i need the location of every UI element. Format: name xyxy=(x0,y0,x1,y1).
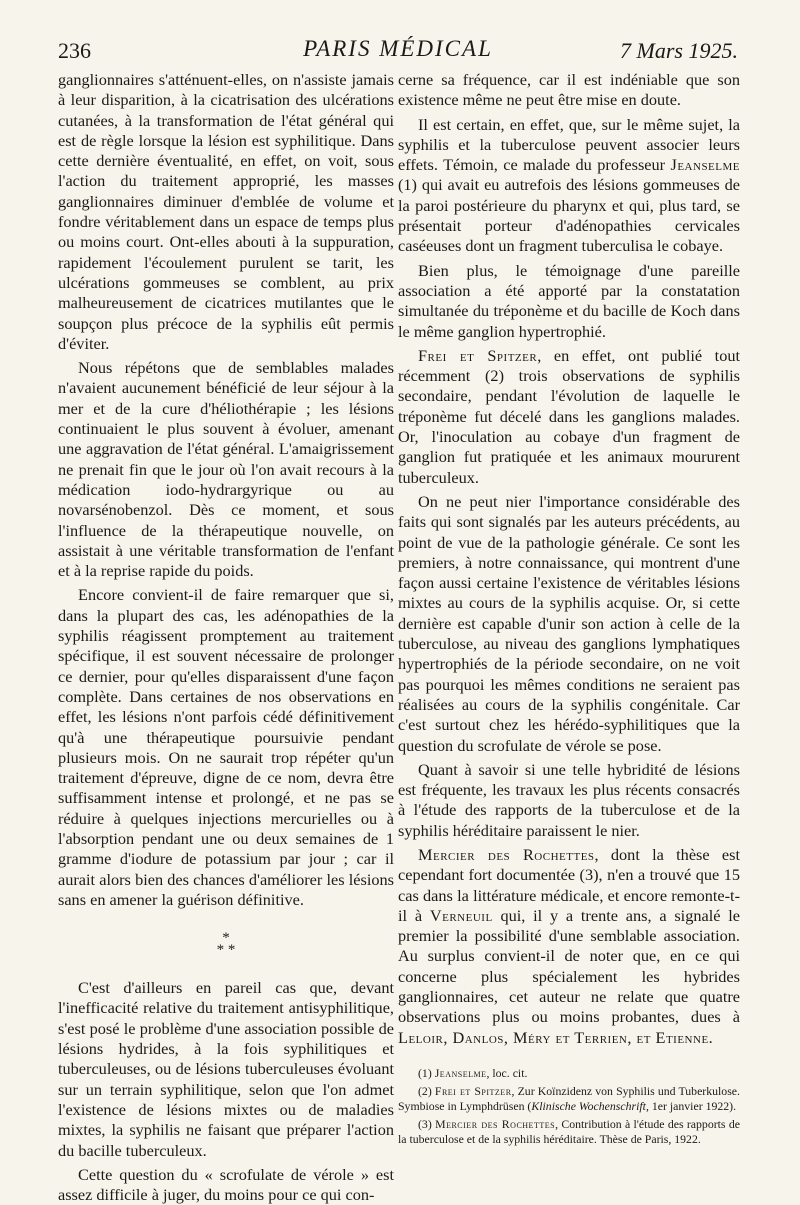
paragraph xyxy=(398,845,740,1048)
footnote-text: , Contribution à l'étude des rapports de la tuberculose et de la syphilis héréditaire. Thèse de Paris, 1922. xyxy=(398,1117,740,1146)
author-names: Leloir, Danlos, Méry et Terrien, et Etienne. xyxy=(398,1027,714,1047)
footnote xyxy=(398,1066,740,1081)
footnote-number: (1) xyxy=(418,1065,435,1080)
footnote-number: (2) xyxy=(418,1084,435,1099)
author-name: Mercier des Rochettes xyxy=(418,844,595,864)
footnote-text: , Zur Koïnzidenz von Syphilis und Tuberkulose. Symbiose in Lymphdrüsen ( xyxy=(398,1084,740,1113)
text-run: qui, il y a trente ans, a signalé le premier la possibilité d'une semblable association. Au surplus convient-il de noter que, en ce qui concerne plus spécialement les hybrides ganglionnaires, cet auteur ne relate que quatre observations plus ou moins probantes, dues à xyxy=(398,905,740,1027)
issue-date: 7 Mars 1925. xyxy=(620,38,738,63)
text-run: , en effet, ont publié tout récemment (2) trois observations de syphilis secondaire, pendant l'évolution de laquelle le tréponème fut décelé dans les ganglions malades. Or, l'inoculation au cobaye d'un fragment de ganglion fut pratiquée et les animaux moururent tuberculeux. xyxy=(398,345,740,487)
footnote xyxy=(398,1084,740,1113)
paragraph xyxy=(398,115,740,257)
footnote-author: Mercier des Rochettes xyxy=(435,1117,556,1132)
footnote-author: Jeanselme xyxy=(434,1065,487,1080)
author-name: Verneuil xyxy=(429,905,493,925)
paragraph: Encore convient-il de faire remarquer que si, dans la plupart des cas, les adénopathies de la syphilis réagissent promptement au traitement spécifique, il est souvent nécessaire de prolonger ce dernier, pour qu'elles disparaissent d'une façon complète. Dans certaines de nos observations en effet, les lésions n'ont parfois cédé définitivement qu'à une thérapeutique poursuivie pendant plusieurs mois. On ne saurait trop répéter qu'un traitement d'épreuve, digne de ce nom, devra être suffisamment intense et prolongé, et ne pas se réduire à quelques injections mercurielles ou à l'absorption pendant une ou deux semaines de 1 gramme d'iodure de potassium par jour ; car il aurait alors bien des chances d'améliorer les lésions sans en amener la guérison définitive. xyxy=(58,585,394,909)
paragraph: On ne peut nier l'importance considérable des faits qui sont signalés par les auteurs précédents, au point de vue de la pathologie générale. Ce sont les premiers, à notre connaissance, qui montrent d'une façon aussi certaine l'existence de véritables lésions mixtes au cours de la syphilis acquise. Or, si cette dernière est capable d'unir son action à celle de la tuberculose, au niveau des ganglions lymphatiques hypertrophiés de la période secondaire, on ne voit pas pourquoi les mêmes conditions ne seraient pas réalisées au cours de la syphilis congénitale. Car c'est surtout chez les hérédo-syphilitiques que la question du scrofulate de vérole se pose. xyxy=(398,491,740,755)
paragraph: cerne sa fréquence, car il est indéniable que son existence même ne peut être mise en doute. xyxy=(398,70,740,110)
asterism-top: * xyxy=(222,930,230,947)
footnote-text: , 1er janvier 1922). xyxy=(645,1098,737,1113)
paragraph xyxy=(398,346,740,488)
text-run: Il est certain, en effet, que, sur le même sujet, la syphilis et la tuberculose peuvent associer leurs effets. Témoin, ce malade du professeur xyxy=(398,114,740,175)
paragraph: Cette question du « scrofulate de vérole » est assez difficile à juger, du moins pour ce qui con- xyxy=(58,1164,394,1205)
asterism-bottom: * * xyxy=(216,942,236,959)
paragraph: ganglionnaires s'atténuent-elles, on n'assiste jamais à leur disparition, à la cicatrisation des ulcérations cutanées, à la transformation de l'état général qui est de règle lorsque la lésion est syphilitique. Dans cette dernière éventualité, en effet, on voit, sous l'action du traitement approprié, les masses ganglionnaires diminuer d'emblée de volume et fondre véritablement dans un espace de temps plus ou moins court. Ont-elles abouti à la suppuration, rapidement l'écoulement purulent se tarit, les ulcérations gommeuses se comblent, au prix malheureusement de cicatrices mutilantes que le soupçon plus précoce de la syphilis eût permis d'éviter. xyxy=(58,70,394,353)
paragraph: C'est d'ailleurs en pareil cas que, devant l'inefficacité relative du traitement antisyphilitique, s'est posé le problème d'une association possible de lésions hydrides, à la fois syphilitiques et tuberculeuses, ou de lésions tuberculeuses évoluant sur un terrain syphilitique, selon que l'on admet l'existence de lésions mixtes ou de maladies mixtes, la syphilis ne faisant que préparer l'action du bacille tuberculeux. xyxy=(58,978,394,1160)
footnote-number: (3) xyxy=(418,1117,436,1132)
footnotes xyxy=(398,1066,740,1147)
footnote-journal: Klinische Wochenschrift xyxy=(531,1098,646,1113)
footnote xyxy=(398,1117,740,1146)
left-column xyxy=(58,70,394,1205)
author-name: Jeanselme xyxy=(670,155,740,175)
section-separator xyxy=(58,930,394,959)
journal-title: PARIS MÉDICAL xyxy=(303,36,493,61)
text-run: (1) qui avait eu autrefois des lésions gommeuses de la paroi postérieure du pharynx et qui, plus tard, se présentait porteur d'adénopathies cervicales caséeuses dont un fragment tuberculisa le cobaye. xyxy=(398,175,740,256)
right-column xyxy=(398,70,740,1149)
footnote-text: , loc. cit. xyxy=(486,1065,528,1080)
footnote-author: Frei et Spitzer xyxy=(434,1084,512,1099)
page-number: 236 xyxy=(58,38,91,63)
paragraph: Quant à savoir si une telle hybridité de lésions est fréquente, les travaux les plus récents consacrés à l'étude des rapports de la tuberculose et de la syphilis héréditaire paraissent le nier. xyxy=(398,759,740,840)
page-header xyxy=(58,36,738,66)
paragraph: Bien plus, le témoignage d'une pareille association a été apporté par la constatation simultanée du tréponème et du bacille de Koch dans le même ganglion hypertrophié. xyxy=(398,260,740,341)
paragraph: Nous répétons que de semblables malades n'avaient aucunement bénéficié de leur séjour à la mer et de la cure d'héliothérapie ; les lésions continuaient le plus souvent à évoluer, amenant une aggravation de l'état général. L'amaigrissement ne prenait fin que le jour où l'on avait recours à la médication iodo-hydrargyrique ou au novarsénobenzol. Dès ce moment, et sous l'influence de la thérapeutique nouvelle, on assistait à une véritable transformation de l'enfant et à la reprise rapide du poids. xyxy=(58,358,394,581)
text-run: , dont la thèse est cependant fort documentée (3), n'en a trouvé que 15 cas dans la littérature médicale, et encore remonte-t-il à xyxy=(398,844,740,925)
author-name: Frei et Spitzer xyxy=(418,345,538,365)
